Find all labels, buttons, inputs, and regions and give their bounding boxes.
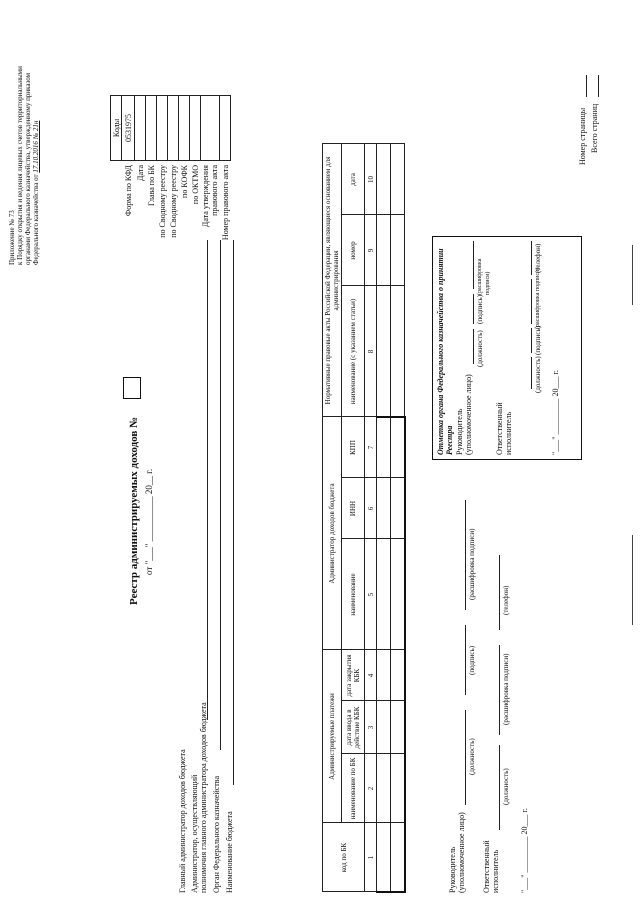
sign-line bbox=[531, 279, 532, 324]
sign-caption: (подпись) bbox=[534, 325, 542, 355]
code-cell bbox=[201, 96, 220, 161]
sign-line bbox=[465, 500, 466, 610]
table-cell[interactable] bbox=[377, 754, 391, 823]
treasury-date: "___" _________ 20___ г. bbox=[551, 370, 560, 455]
sign-caption: (должность) bbox=[468, 738, 476, 775]
table-cell[interactable] bbox=[391, 417, 405, 478]
sign-line bbox=[531, 328, 532, 353]
table-cell[interactable] bbox=[391, 215, 405, 286]
sign-line bbox=[499, 555, 500, 630]
column-number: 8 bbox=[365, 286, 377, 417]
table-cell[interactable] bbox=[377, 286, 391, 417]
sign-caption: (телефон) bbox=[502, 585, 510, 615]
field-underline bbox=[233, 240, 234, 785]
sign-line bbox=[499, 645, 500, 735]
header-col: КПП bbox=[342, 417, 365, 478]
header-col: дата закрытия КБК bbox=[342, 650, 365, 701]
page-number-label: Номер страницы bbox=[578, 107, 587, 165]
field-label: Орган Федерального казначейства bbox=[212, 775, 221, 893]
table-cell[interactable] bbox=[377, 650, 391, 701]
code-label: по Сводному реестру bbox=[168, 165, 178, 238]
table-cell[interactable] bbox=[391, 539, 405, 650]
total-pages-line bbox=[598, 75, 599, 97]
column-number: 9 bbox=[365, 215, 377, 286]
table-cell[interactable] bbox=[391, 650, 405, 701]
code-label: Дата утверждения правового акта bbox=[201, 165, 219, 228]
code-label: Форма по КФД bbox=[123, 165, 133, 217]
sign-line bbox=[465, 625, 466, 695]
code-label: Дата bbox=[135, 165, 145, 181]
scan-artifact bbox=[632, 535, 633, 625]
sign-line bbox=[531, 357, 532, 389]
table-cell[interactable] bbox=[377, 417, 391, 478]
column-number: 4 bbox=[365, 650, 377, 701]
code-cell bbox=[220, 96, 231, 161]
sign-caption: (расшифровка подписи) bbox=[502, 653, 510, 725]
field-underline bbox=[207, 240, 208, 720]
treasury-executor-label: Ответственный bbox=[495, 402, 504, 455]
column-number: 3 bbox=[365, 701, 377, 754]
sign-caption: (расшифровка подписи) bbox=[477, 258, 491, 295]
column-number: 7 bbox=[365, 417, 377, 478]
sign-line bbox=[473, 329, 474, 364]
codes-block bbox=[110, 95, 231, 245]
code-label: по ОКТМО bbox=[190, 165, 200, 205]
column-number: 5 bbox=[365, 539, 377, 650]
code-cell bbox=[190, 96, 201, 161]
table-cell[interactable] bbox=[377, 823, 391, 892]
sign-caption: (должность) bbox=[502, 768, 510, 805]
code-cell bbox=[146, 96, 157, 161]
form-code: 0531975 bbox=[122, 96, 135, 161]
treasury-head-sublabel: (уполномоченное лицо) bbox=[464, 374, 473, 455]
register-number-box bbox=[123, 377, 141, 399]
column-number: 6 bbox=[365, 478, 377, 539]
sign-line bbox=[473, 241, 474, 289]
code-cell bbox=[157, 96, 168, 161]
executor-sublabel: исполнитель bbox=[491, 849, 500, 893]
sign-line bbox=[465, 710, 466, 805]
header-col: наименование по БК bbox=[342, 754, 365, 823]
codes-table bbox=[110, 95, 231, 245]
header-col: ИНН bbox=[342, 478, 365, 539]
code-cell bbox=[135, 96, 146, 161]
main-table-block bbox=[322, 144, 406, 894]
code-cell bbox=[179, 96, 190, 161]
appendix-number: Приложение № 73 bbox=[8, 210, 16, 265]
executor-label: Ответственный bbox=[482, 840, 491, 893]
table-cell[interactable] bbox=[377, 539, 391, 650]
page-number-line bbox=[586, 75, 587, 97]
field-label: Администратор, осуществляющий bbox=[190, 774, 199, 893]
header-col: дата ввода в действие КБК bbox=[342, 701, 365, 754]
column-number: 2 bbox=[365, 754, 377, 823]
table-cell[interactable] bbox=[391, 478, 405, 539]
sign-caption: (подпись) bbox=[468, 645, 476, 675]
page-title: Реестр администрируемых доходов № bbox=[128, 416, 140, 605]
table-cell[interactable] bbox=[391, 286, 405, 417]
table-cell[interactable] bbox=[391, 144, 405, 215]
appendix-block bbox=[8, 5, 40, 265]
codes-header: Коды bbox=[111, 96, 122, 161]
head-label: Руководитель bbox=[448, 846, 457, 893]
header-group: Администратор доходов бюджета bbox=[323, 417, 342, 650]
sign-line bbox=[499, 745, 500, 830]
header-col: наименование (с указанием статьи) bbox=[342, 286, 365, 417]
treasury-head-label: Руководитель bbox=[455, 408, 464, 455]
table-cell[interactable] bbox=[377, 144, 391, 215]
code-label: Глава по БК bbox=[146, 165, 156, 206]
code-label: по КОФК bbox=[179, 165, 189, 198]
treasury-executor-sublabel: исполнитель bbox=[504, 411, 513, 455]
table-cell[interactable] bbox=[377, 701, 391, 754]
sign-caption: (расшифровка подписи) bbox=[535, 267, 541, 329]
title-date: от "___" __________ 20__ г. bbox=[144, 468, 154, 575]
field-underline bbox=[220, 240, 221, 750]
code-label: Номер правового акта bbox=[220, 165, 230, 241]
header-group: Администрируемые платежи bbox=[323, 650, 342, 823]
sign-caption: (подпись) bbox=[476, 294, 484, 324]
header-col: дата bbox=[342, 144, 365, 215]
table-cell[interactable] bbox=[391, 823, 405, 892]
table-cell[interactable] bbox=[391, 754, 405, 823]
field-label: Главный администратор доходов бюджета bbox=[178, 749, 187, 893]
main-table bbox=[322, 144, 406, 894]
handwritten-date: 17.10.2016 № 21н bbox=[32, 120, 40, 173]
scan-artifact bbox=[632, 245, 633, 305]
table-cell[interactable] bbox=[391, 701, 405, 754]
treasury-mark-box bbox=[432, 236, 582, 460]
table-cell[interactable] bbox=[377, 478, 391, 539]
header-group: Нормативные правовые акты Российской Федерации, являющиеся основанием для администрирования bbox=[323, 144, 342, 417]
column-number: 10 bbox=[365, 144, 377, 215]
code-cell bbox=[168, 96, 179, 161]
column-number: 1 bbox=[365, 823, 377, 892]
treasury-title: Отметка органа Федерального казначейства о принятии Реестра bbox=[436, 248, 454, 455]
table-cell[interactable] bbox=[377, 215, 391, 286]
header-code-bk: код по БК bbox=[323, 823, 365, 892]
sign-caption: (телефон) bbox=[534, 243, 542, 273]
head-sublabel: (уполномоченное лицо) bbox=[457, 812, 466, 893]
sign-line bbox=[531, 241, 532, 275]
sign-caption: (должность) bbox=[476, 330, 484, 367]
total-pages-label: Всего страниц bbox=[590, 103, 599, 153]
sign-line bbox=[473, 294, 474, 324]
header-col: номер bbox=[342, 215, 365, 286]
appendix-line: Федерального казначейства от bbox=[32, 174, 40, 265]
sign-date: "___" _________ 20___ г. bbox=[520, 808, 529, 893]
field-label: полномочия главного администратора доходов бюджета bbox=[199, 702, 208, 893]
sign-caption: (должность) bbox=[534, 356, 542, 393]
field-label: Наименование бюджета bbox=[225, 811, 234, 893]
header-col: наименование bbox=[342, 539, 365, 650]
appendix-line: к Порядку открытия и ведения лицевых счетов территориальными bbox=[16, 66, 24, 265]
code-label: по Сводному реестру bbox=[157, 165, 167, 238]
sign-caption: (расшифровка подписи) bbox=[468, 528, 476, 600]
appendix-line: органами Федерального казначейства, утвержденному приказом bbox=[24, 72, 32, 265]
